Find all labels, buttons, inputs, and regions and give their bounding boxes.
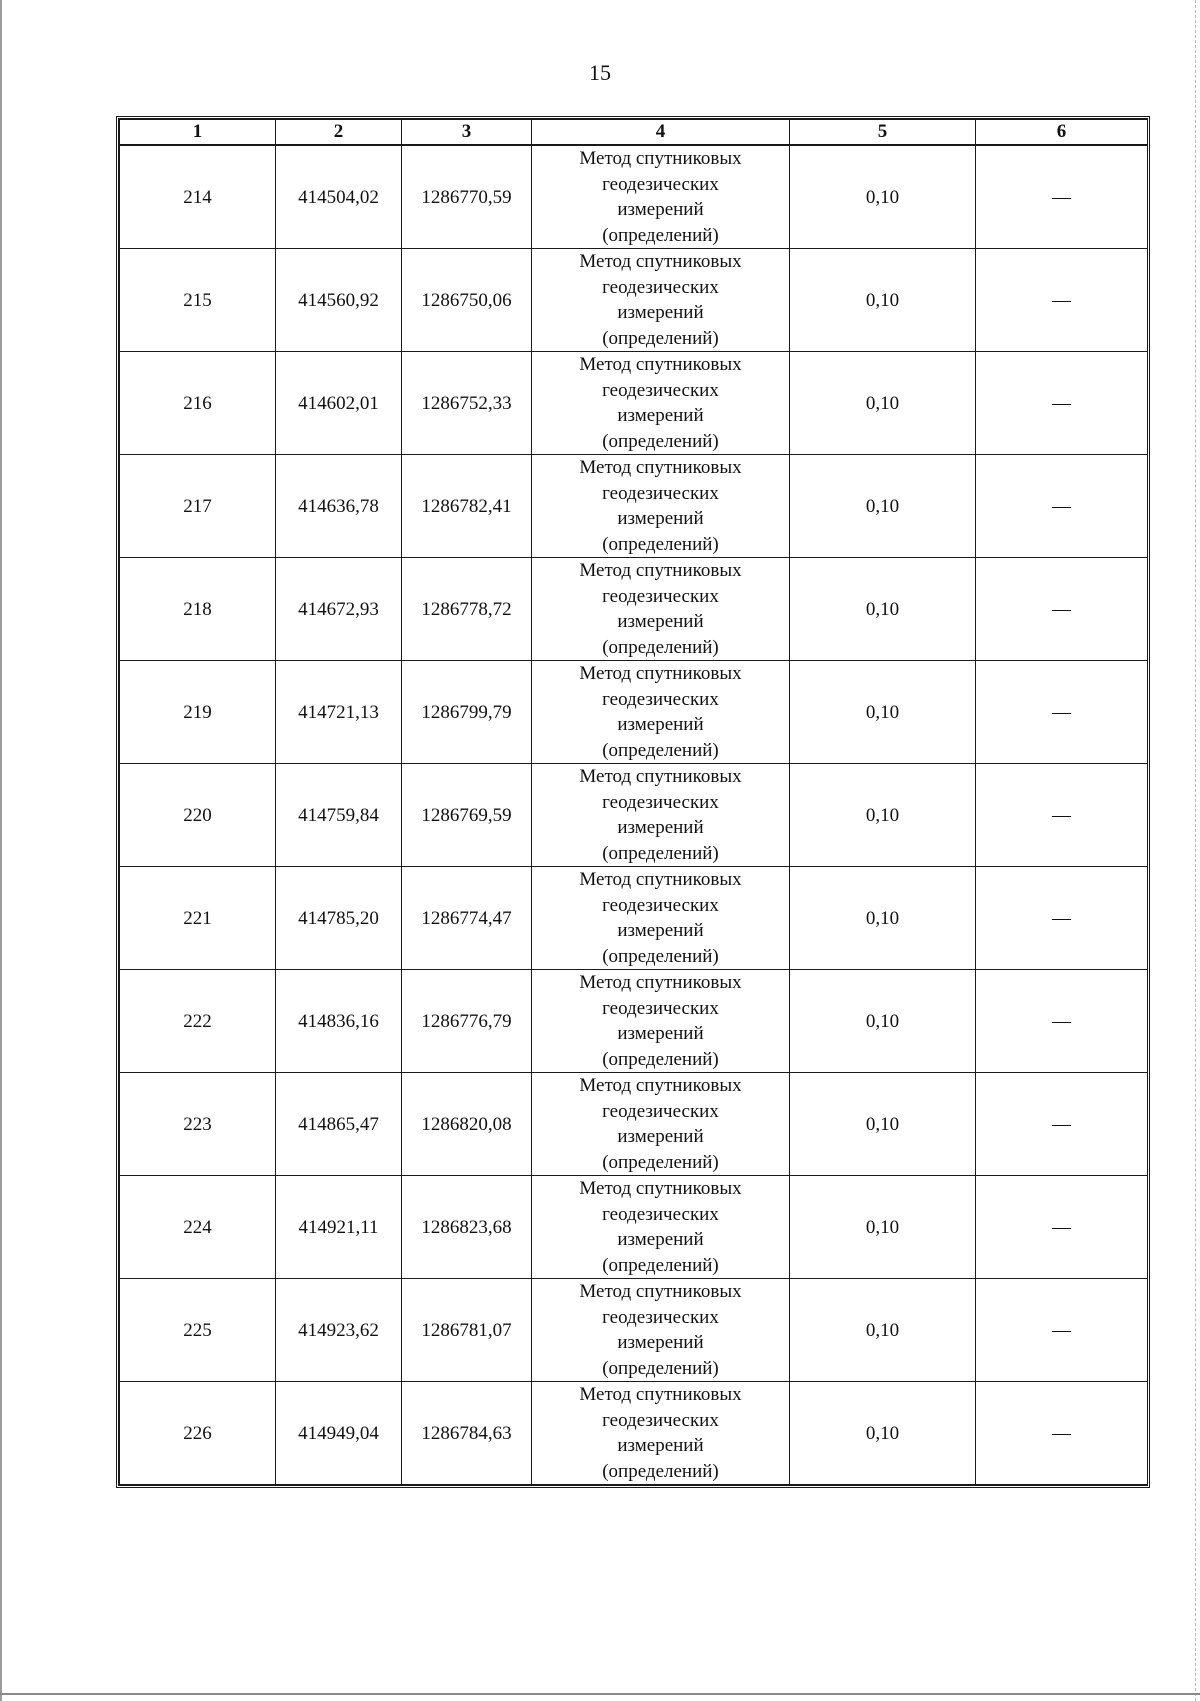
table-body <box>120 145 1148 1485</box>
table-row <box>120 1073 1148 1176</box>
y-coordinate-cell: 1286781,07 <box>402 1279 532 1382</box>
column-header-4: 4 <box>532 120 790 146</box>
point-number-cell: 222 <box>120 970 276 1073</box>
point-number-cell: 219 <box>120 661 276 764</box>
method-line: геодезических <box>602 997 719 1019</box>
method-line: измерений <box>617 508 704 529</box>
description-cell: — <box>976 764 1148 867</box>
method-line: Метод спутниковых <box>579 1281 742 1302</box>
y-coordinate-cell: 1286820,08 <box>402 1073 532 1176</box>
x-coordinate-cell: 414759,84 <box>276 764 402 867</box>
table-row <box>120 249 1148 352</box>
method-line: геодезических <box>602 1203 719 1225</box>
method-line: геодезических <box>602 791 719 813</box>
method-cell <box>532 867 790 970</box>
method-line: Метод спутниковых <box>579 251 742 272</box>
y-coordinate-cell: 1286752,33 <box>402 352 532 455</box>
accuracy-cell: 0,10 <box>790 764 976 867</box>
method-line: геодезических <box>602 276 719 298</box>
y-coordinate-cell: 1286778,72 <box>402 558 532 661</box>
x-coordinate-cell: 414923,62 <box>276 1279 402 1382</box>
column-header-1: 1 <box>120 120 276 146</box>
table-row <box>120 764 1148 867</box>
method-line: Метод спутниковых <box>579 663 742 684</box>
scan-edge-right <box>1194 0 1196 1701</box>
method-cell <box>532 1279 790 1382</box>
point-number-cell: 221 <box>120 867 276 970</box>
table-header-row <box>120 120 1148 146</box>
method-line: геодезических <box>602 1409 719 1431</box>
scan-edge-left <box>0 0 2 1701</box>
accuracy-cell: 0,10 <box>790 352 976 455</box>
point-number-cell: 218 <box>120 558 276 661</box>
x-coordinate-cell: 414504,02 <box>276 145 402 249</box>
table-row <box>120 970 1148 1073</box>
table-row <box>120 867 1148 970</box>
method-line: Метод спутниковых <box>579 148 742 169</box>
accuracy-cell: 0,10 <box>790 1279 976 1382</box>
method-cell <box>532 145 790 249</box>
method-line: Метод спутниковых <box>579 972 742 993</box>
accuracy-cell: 0,10 <box>790 145 976 249</box>
accuracy-cell: 0,10 <box>790 1176 976 1279</box>
method-line: Метод спутниковых <box>579 869 742 890</box>
method-line: измерений <box>617 1332 704 1353</box>
accuracy-cell: 0,10 <box>790 970 976 1073</box>
method-line: геодезических <box>602 688 719 710</box>
table-row <box>120 455 1148 558</box>
description-cell: — <box>976 1073 1148 1176</box>
y-coordinate-cell: 1286769,59 <box>402 764 532 867</box>
table-row <box>120 661 1148 764</box>
method-line: измерений <box>617 199 704 220</box>
point-number-cell: 215 <box>120 249 276 352</box>
description-cell: — <box>976 1279 1148 1382</box>
column-header-3: 3 <box>402 120 532 146</box>
table-row <box>120 352 1148 455</box>
method-line: геодезических <box>602 1100 719 1122</box>
point-number-cell: 223 <box>120 1073 276 1176</box>
description-cell: — <box>976 249 1148 352</box>
method-cell <box>532 764 790 867</box>
description-cell: — <box>976 145 1148 249</box>
accuracy-cell: 0,10 <box>790 455 976 558</box>
x-coordinate-cell: 414672,93 <box>276 558 402 661</box>
method-line: (определений) <box>602 636 719 658</box>
point-number-cell: 220 <box>120 764 276 867</box>
point-number-cell: 225 <box>120 1279 276 1382</box>
table-row <box>120 558 1148 661</box>
method-line: измерений <box>617 611 704 632</box>
method-cell <box>532 352 790 455</box>
table-row <box>120 1176 1148 1279</box>
method-cell <box>532 1382 790 1485</box>
description-cell: — <box>976 455 1148 558</box>
y-coordinate-cell: 1286799,79 <box>402 661 532 764</box>
method-line: измерений <box>617 1229 704 1250</box>
method-line: измерений <box>617 1023 704 1044</box>
accuracy-cell: 0,10 <box>790 249 976 352</box>
method-cell <box>532 1073 790 1176</box>
x-coordinate-cell: 414560,92 <box>276 249 402 352</box>
x-coordinate-cell: 414836,16 <box>276 970 402 1073</box>
method-cell <box>532 249 790 352</box>
method-line: измерений <box>617 1126 704 1147</box>
method-line: геодезических <box>602 173 719 195</box>
x-coordinate-cell: 414721,13 <box>276 661 402 764</box>
column-header-6: 6 <box>976 120 1148 146</box>
column-header-5: 5 <box>790 120 976 146</box>
method-line: Метод спутниковых <box>579 457 742 478</box>
y-coordinate-cell: 1286782,41 <box>402 455 532 558</box>
method-line: Метод спутниковых <box>579 560 742 581</box>
method-line: (определений) <box>602 1357 719 1379</box>
x-coordinate-cell: 414602,01 <box>276 352 402 455</box>
y-coordinate-cell: 1286784,63 <box>402 1382 532 1485</box>
description-cell: — <box>976 352 1148 455</box>
x-coordinate-cell: 414636,78 <box>276 455 402 558</box>
method-line: Метод спутниковых <box>579 1384 742 1405</box>
accuracy-cell: 0,10 <box>790 867 976 970</box>
method-cell <box>532 1176 790 1279</box>
table-row <box>120 1382 1148 1485</box>
point-number-cell: 216 <box>120 352 276 455</box>
method-line: геодезических <box>602 482 719 504</box>
coordinates-table <box>116 116 1150 1488</box>
scan-edge-bottom <box>0 1693 1200 1695</box>
description-cell: — <box>976 867 1148 970</box>
method-line: Метод спутниковых <box>579 1178 742 1199</box>
accuracy-cell: 0,10 <box>790 1382 976 1485</box>
method-line: измерений <box>617 817 704 838</box>
method-line: (определений) <box>602 1048 719 1070</box>
method-line: измерений <box>617 714 704 735</box>
method-line: (определений) <box>602 842 719 864</box>
description-cell: — <box>976 558 1148 661</box>
table-row <box>120 1279 1148 1382</box>
y-coordinate-cell: 1286776,79 <box>402 970 532 1073</box>
method-line: измерений <box>617 405 704 426</box>
accuracy-cell: 0,10 <box>790 661 976 764</box>
description-cell: — <box>976 661 1148 764</box>
method-line: Метод спутниковых <box>579 766 742 787</box>
description-cell: — <box>976 1176 1148 1279</box>
page-number: 15 <box>589 60 611 85</box>
method-cell <box>532 661 790 764</box>
x-coordinate-cell: 414785,20 <box>276 867 402 970</box>
y-coordinate-cell: 1286823,68 <box>402 1176 532 1279</box>
method-cell <box>532 970 790 1073</box>
point-number-cell: 226 <box>120 1382 276 1485</box>
table-row <box>120 145 1148 249</box>
x-coordinate-cell: 414921,11 <box>276 1176 402 1279</box>
point-number-cell: 217 <box>120 455 276 558</box>
method-line: Метод спутниковых <box>579 1075 742 1096</box>
y-coordinate-cell: 1286774,47 <box>402 867 532 970</box>
method-line: измерений <box>617 920 704 941</box>
method-line: (определений) <box>602 1254 719 1276</box>
y-coordinate-cell: 1286770,59 <box>402 145 532 249</box>
method-line: (определений) <box>602 739 719 761</box>
column-header-2: 2 <box>276 120 402 146</box>
x-coordinate-cell: 414949,04 <box>276 1382 402 1485</box>
method-line: измерений <box>617 1435 704 1456</box>
x-coordinate-cell: 414865,47 <box>276 1073 402 1176</box>
y-coordinate-cell: 1286750,06 <box>402 249 532 352</box>
method-line: (определений) <box>602 224 719 246</box>
description-cell: — <box>976 1382 1148 1485</box>
method-cell <box>532 455 790 558</box>
method-line: геодезических <box>602 894 719 916</box>
accuracy-cell: 0,10 <box>790 558 976 661</box>
method-line: (определений) <box>602 533 719 555</box>
method-cell <box>532 558 790 661</box>
method-line: геодезических <box>602 585 719 607</box>
method-line: (определений) <box>602 1151 719 1173</box>
method-line: (определений) <box>602 945 719 967</box>
accuracy-cell: 0,10 <box>790 1073 976 1176</box>
description-cell: — <box>976 970 1148 1073</box>
method-line: геодезических <box>602 379 719 401</box>
method-line: (определений) <box>602 1460 719 1482</box>
method-line: геодезических <box>602 1306 719 1328</box>
point-number-cell: 224 <box>120 1176 276 1279</box>
method-line: Метод спутниковых <box>579 354 742 375</box>
method-line: измерений <box>617 302 704 323</box>
method-line: (определений) <box>602 327 719 349</box>
point-number-cell: 214 <box>120 145 276 249</box>
method-line: (определений) <box>602 430 719 452</box>
